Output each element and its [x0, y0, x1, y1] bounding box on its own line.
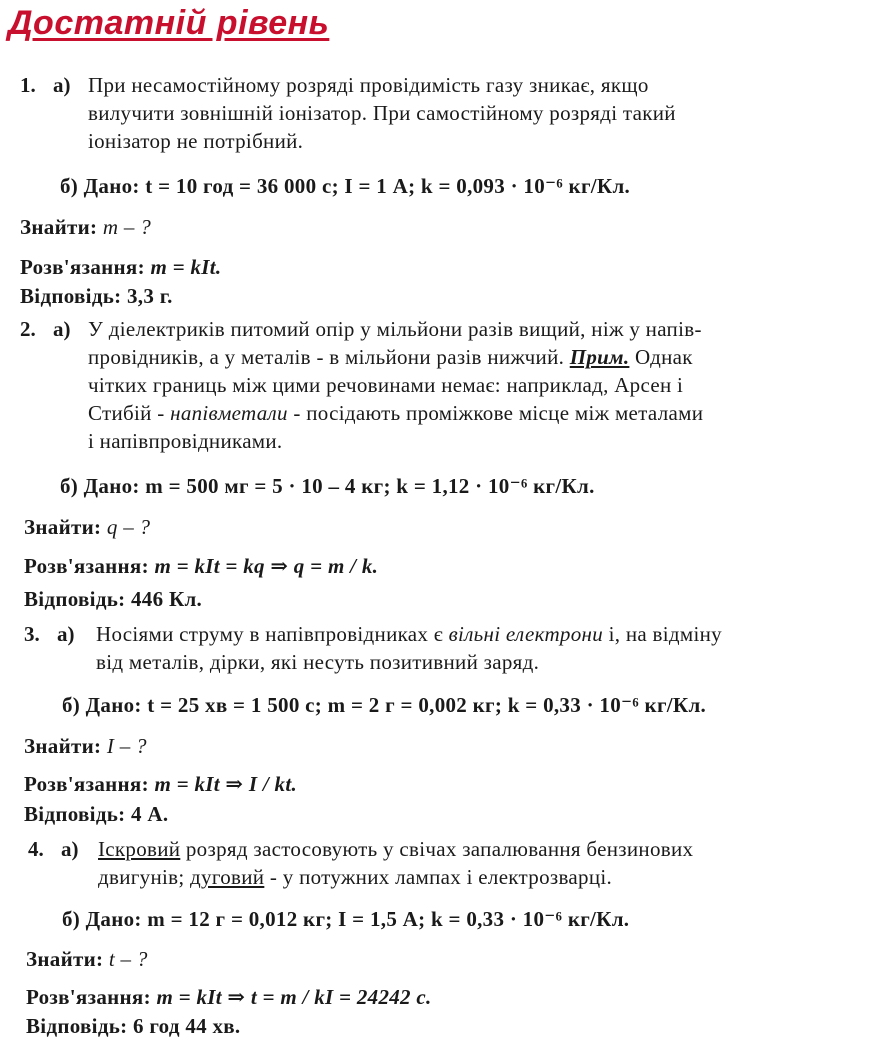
find-label: Знайти:: [24, 734, 102, 758]
emphasized-term: вільні електрони: [448, 622, 604, 646]
part-a-text-line: [98, 837, 693, 862]
solution-formula: m = kIt = kq ⇒ q = m / k.: [154, 554, 379, 578]
given-line: [60, 473, 595, 499]
part-a-text-line: і напівпровідниками.: [88, 429, 283, 453]
part-a-label: а): [53, 73, 71, 97]
note-label: Прим.: [569, 345, 630, 369]
solution-formula: m = kIt.: [150, 255, 222, 279]
part-a-label: а): [53, 317, 71, 341]
answer-label: Відповідь:: [24, 802, 126, 826]
given-values: t = 25 хв = 1 500 с; m = 2 г = 0,002 кг; k = 0,33 · 10⁻⁶ кг/Кл.: [147, 693, 707, 717]
part-a-text-line: від металів, дірки, які несуть позитивний заряд.: [96, 650, 540, 674]
answer-line: [26, 1014, 240, 1039]
part-a-text-line: [88, 345, 693, 370]
part-a-text-line: чітких границь між цими речовинами немає: наприклад, Арсен і: [88, 373, 684, 397]
part-a-text-line: іонізатор не потрібний.: [88, 129, 304, 153]
find-value: m – ?: [102, 215, 152, 239]
problem-number: 4.: [28, 837, 44, 861]
solution-line: [24, 771, 297, 797]
solution-line: [26, 984, 432, 1010]
find-label: Знайти:: [20, 215, 98, 239]
given-values: t = 10 год = 36 000 с; I = 1 А; k = 0,093 · 10⁻⁶ кг/Кл.: [145, 174, 631, 198]
text-fragment: розряд застосовують у свічах запалювання бензинових: [185, 837, 694, 861]
underlined-term: Іскровий: [98, 837, 181, 861]
given-line: [62, 906, 629, 932]
part-a-text-line: [98, 865, 612, 890]
find-line: [20, 215, 151, 240]
find-value: t – ?: [108, 947, 148, 971]
solution-line: [24, 553, 378, 579]
given-label: б) Дано:: [60, 174, 140, 198]
find-label: Знайти:: [26, 947, 104, 971]
find-line: [26, 947, 148, 972]
find-line: [24, 734, 147, 759]
part-a-text-line: [88, 401, 703, 426]
text-fragment: - посідають проміжкове місце між металами: [293, 401, 704, 425]
find-label: Знайти:: [24, 515, 102, 539]
solution-label: Розв'язання:: [24, 554, 149, 578]
given-label: б) Дано:: [62, 693, 142, 717]
solution-formula: m = kIt ⇒ I / kt.: [154, 772, 298, 796]
given-values: m = 12 г = 0,012 кг; I = 1,5 А; k = 0,33 · 10⁻⁶ кг/Кл.: [147, 907, 630, 931]
solution-formula: m = kIt ⇒ t = m / kI = 24242 с.: [156, 985, 432, 1009]
page-title: Достатній рівень: [8, 4, 330, 42]
find-line: [24, 515, 150, 540]
given-line: [62, 692, 706, 718]
solution-label: Розв'язання:: [24, 772, 149, 796]
underlined-term: дуговий: [190, 865, 265, 889]
answer-value: 446 Кл.: [131, 587, 203, 611]
part-a-label: а): [57, 622, 75, 646]
problem-number: 1.: [20, 73, 36, 97]
text-fragment: двигунів;: [98, 865, 185, 889]
solution-line: [20, 255, 221, 280]
answer-value: 6 год 44 хв.: [133, 1014, 241, 1038]
problem-number: 2.: [20, 317, 36, 341]
part-a-text-line: У діелектриків питомий опір у мільйони разів вищий, ніж у напів-: [88, 317, 702, 341]
answer-line: [20, 284, 173, 309]
given-values: m = 500 мг = 5 · 10 – 4 кг; k = 1,12 · 10⁻⁶ кг/Кл.: [145, 474, 595, 498]
find-value: I – ?: [106, 734, 147, 758]
solution-label: Розв'язання:: [26, 985, 151, 1009]
text-fragment: - у потужних лампах і електрозварці.: [269, 865, 613, 889]
given-label: б) Дано:: [62, 907, 142, 931]
answer-value: 4 А.: [131, 802, 169, 826]
problem-number: 3.: [24, 622, 40, 646]
text-fragment: Носіями струму в напівпровідниках є: [96, 622, 444, 646]
answer-value: 3,3 г.: [127, 284, 173, 308]
answer-line: [24, 587, 202, 612]
solution-label: Розв'язання:: [20, 255, 145, 279]
part-a-label: а): [61, 837, 79, 861]
part-a-text-line: вилучити зовнішній іонізатор. При самостійному розряді такий: [88, 101, 676, 125]
answer-label: Відповідь:: [26, 1014, 128, 1038]
answer-label: Відповідь:: [20, 284, 122, 308]
answer-label: Відповідь:: [24, 587, 126, 611]
answer-line: [24, 802, 168, 827]
text-fragment: провідників, а у металів - в мільйони разів нижчий.: [88, 345, 565, 369]
part-a-text-line: [96, 622, 722, 647]
emphasized-term: напівметали: [170, 401, 288, 425]
text-fragment: Однак: [634, 345, 693, 369]
part-a-text-line: При несамостійному розряді провідимість газу зникає, якщо: [88, 73, 649, 97]
text-fragment: Стибій -: [88, 401, 165, 425]
given-label: б) Дано:: [60, 474, 140, 498]
given-line: [60, 173, 630, 199]
find-value: q – ?: [106, 515, 151, 539]
text-fragment: і, на відміну: [608, 622, 722, 646]
